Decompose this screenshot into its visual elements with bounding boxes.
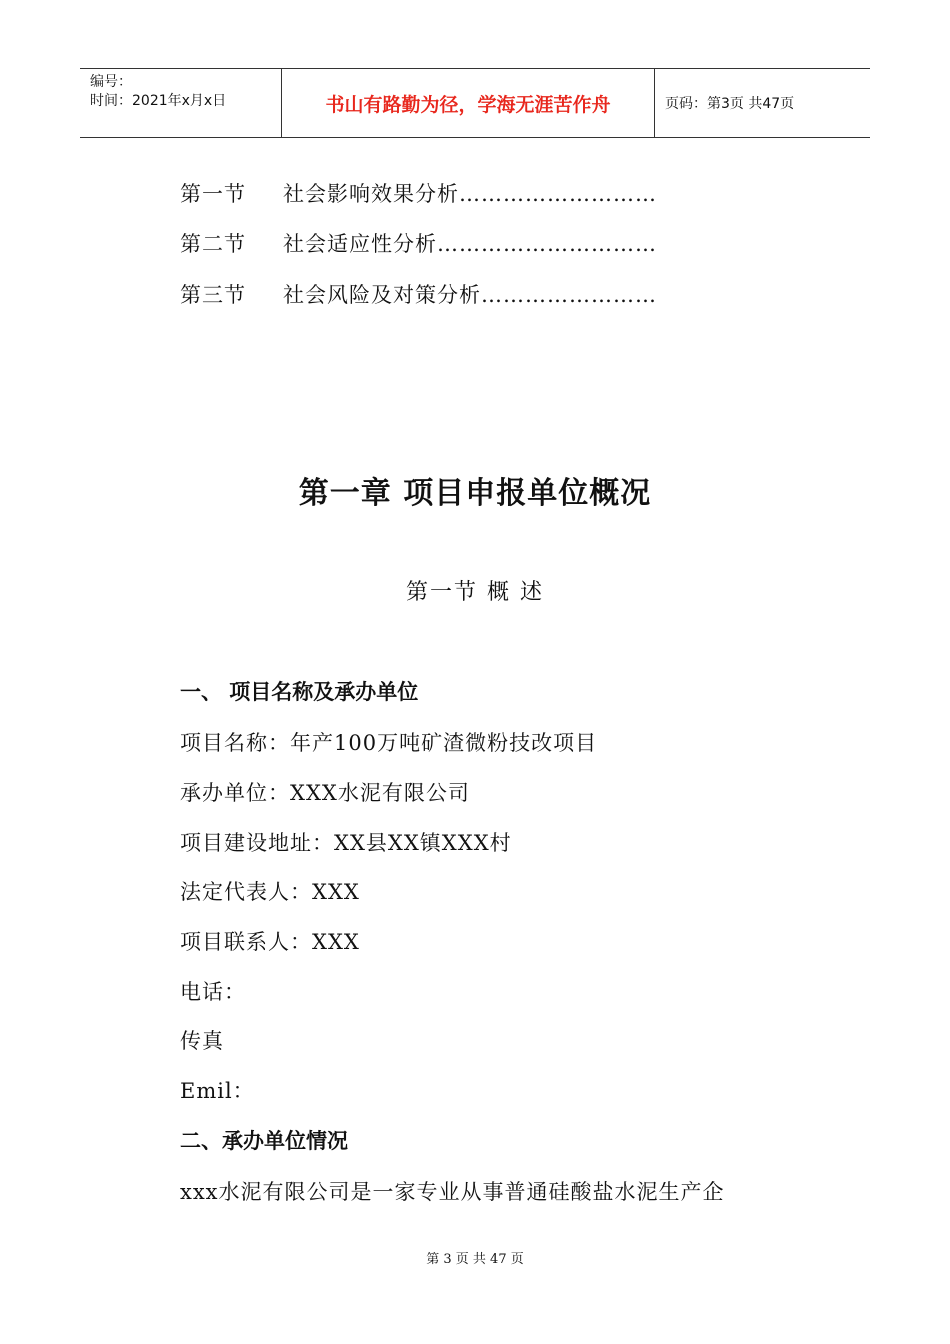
- body-line: Emil：: [180, 1079, 255, 1103]
- chapter-title: 第一章 项目申报单位概况: [298, 476, 652, 511]
- toc-item: [180, 279, 657, 309]
- time-label: 时间：2021年x月x日: [90, 93, 227, 109]
- number-label: 编号：: [90, 74, 132, 90]
- header-meta: [80, 69, 280, 137]
- body-line: 项目名称：年产100万吨矿渣微粉技改项目: [180, 731, 598, 755]
- header-divider: [654, 69, 655, 137]
- part2-heading: 二、承办单位情况: [180, 1128, 348, 1153]
- body-line: 传真: [180, 1029, 224, 1053]
- body-line: 承办单位：XXX水泥有限公司: [180, 781, 470, 805]
- header-motto: 书山有路勤为径，学海无涯苦作舟: [325, 93, 611, 116]
- body-line: 电话：: [180, 980, 246, 1004]
- section-title: 第一节 概 述: [406, 580, 544, 605]
- page-header: [80, 68, 870, 138]
- part1-heading: 一、 项目名称及承办单位: [180, 679, 419, 704]
- toc-section: 第三节: [180, 283, 246, 307]
- toc-item: [180, 178, 657, 208]
- body-line: xxx水泥有限公司是一家专业从事普通硅酸盐水泥生产企: [180, 1180, 725, 1204]
- body-line: 项目建设地址：XX县XX镇XXX村: [180, 831, 512, 855]
- body-line: 项目联系人：XXX: [180, 930, 360, 954]
- toc-title: 社会风险及对策分析……………………: [283, 283, 657, 307]
- toc-title: 社会适应性分析…………………………: [283, 232, 657, 256]
- body-line: 法定代表人：XXX: [180, 880, 360, 904]
- toc-section: 第二节: [180, 232, 246, 256]
- toc-section: 第一节: [180, 182, 246, 206]
- toc-item: [180, 228, 657, 258]
- toc-title: 社会影响效果分析………………………: [283, 182, 657, 206]
- page-footer: 第 3 页 共 47 页: [426, 1252, 524, 1267]
- header-page-info: 页码：第3页 共47页: [665, 96, 795, 112]
